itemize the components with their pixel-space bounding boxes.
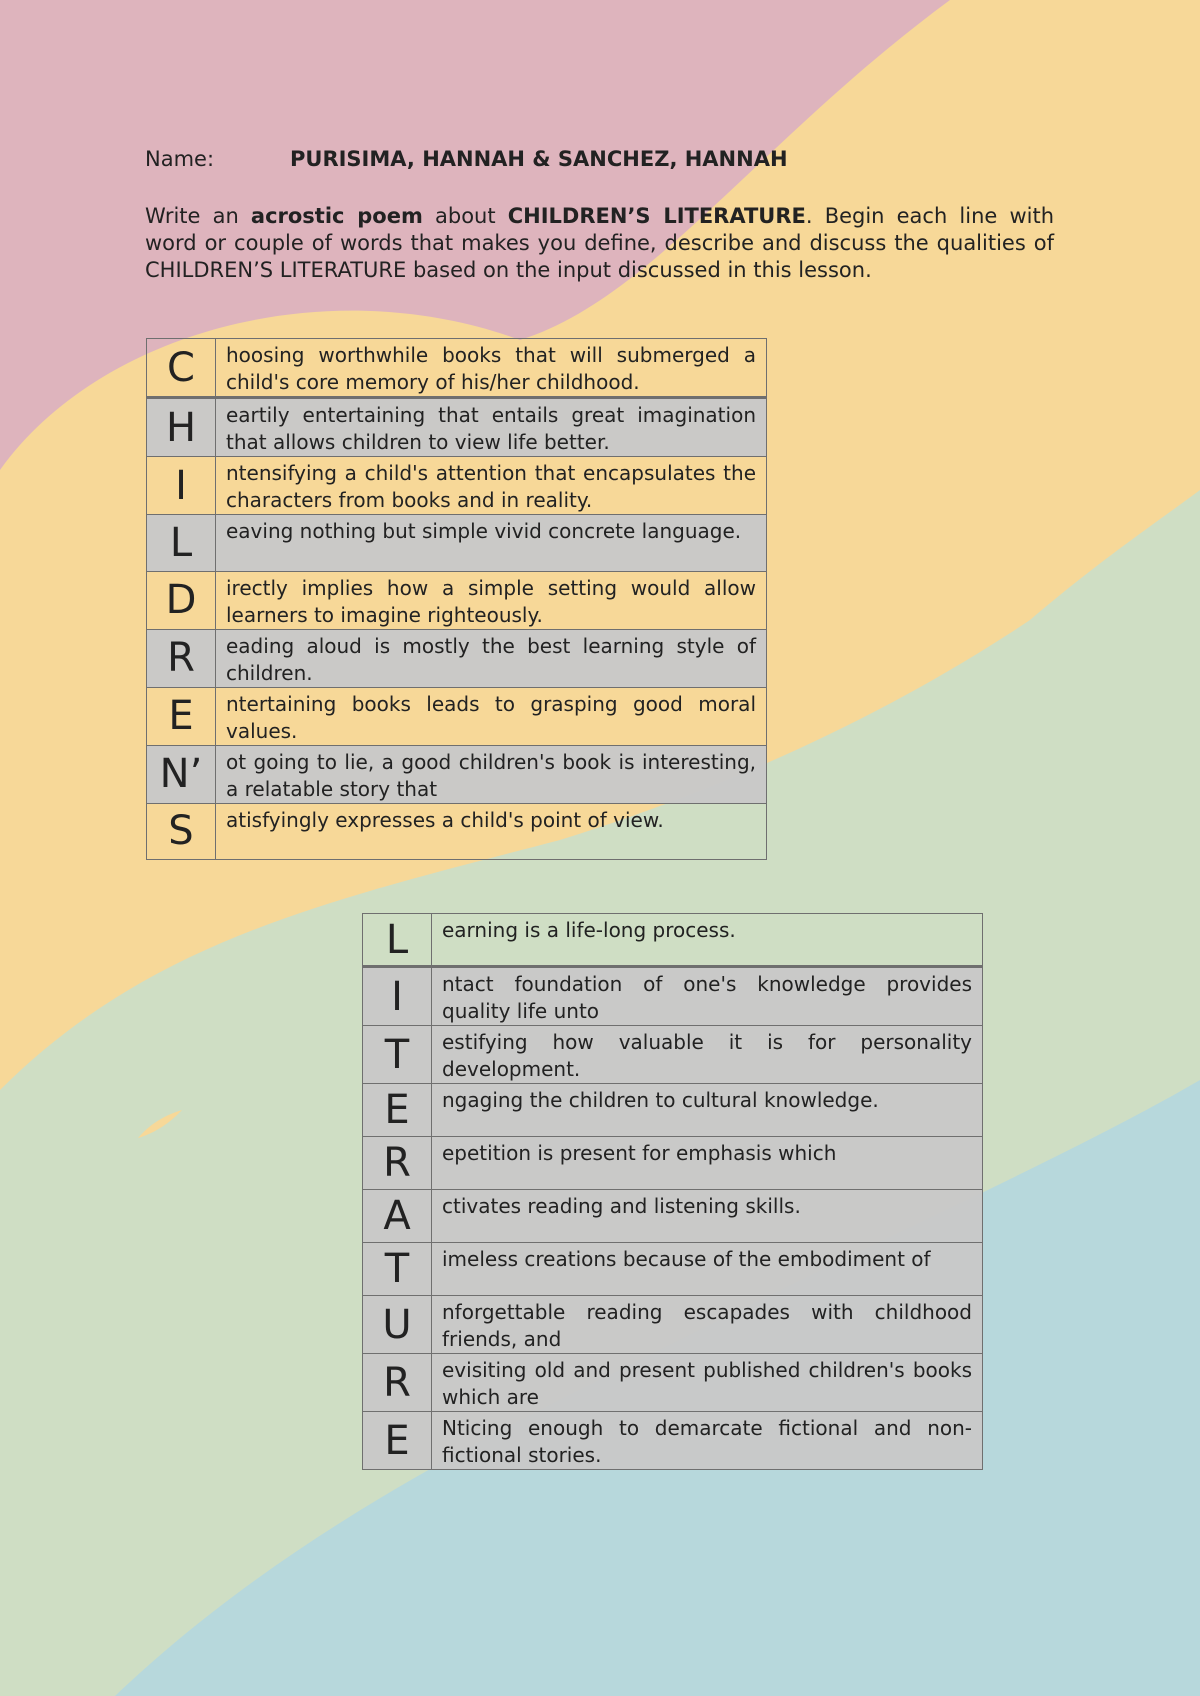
acrostic-letter: S [147, 803, 216, 860]
acrostic-row [147, 339, 767, 398]
acrostic-line: ngaging the children to cultural knowledge. [432, 1084, 983, 1137]
acrostic-row [363, 914, 983, 967]
acrostic-row [363, 967, 983, 1026]
acrostic-line: hoosing worthwhile books that will submerged a child's core memory of his/her childhood. [216, 339, 767, 398]
acrostic-letter: I [147, 457, 216, 515]
acrostic-letter: U [363, 1296, 432, 1354]
instructions-text: Write an [145, 204, 251, 228]
acrostic-row [147, 629, 767, 687]
acrostic-letter: R [147, 629, 216, 687]
acrostic-letter: E [363, 1084, 432, 1137]
acrostic-letter: D [147, 571, 216, 629]
acrostic-line: irectly implies how a simple setting would allow learners to imagine righteously. [216, 571, 767, 629]
instructions-paragraph [145, 203, 1054, 284]
acrostic-row [147, 803, 767, 860]
instructions-text: about [422, 204, 508, 228]
acrostic-letter: T [363, 1243, 432, 1296]
acrostic-letter: E [147, 687, 216, 745]
acrostic-line: eaving nothing but simple vivid concrete language. [216, 515, 767, 572]
acrostic-row [363, 1243, 983, 1296]
acrostic-row [147, 398, 767, 457]
acrostic-row [363, 1026, 983, 1084]
acrostic-letter: A [363, 1190, 432, 1243]
acrostic-letter: L [147, 515, 216, 572]
acrostic-row [363, 1084, 983, 1137]
acrostic-row [147, 457, 767, 515]
acrostic-letter: L [363, 914, 432, 967]
acrostic-letter: C [147, 339, 216, 398]
name-line [145, 146, 788, 172]
acrostic-line: ntensifying a child's attention that encapsulates the characters from books and in reality. [216, 457, 767, 515]
acrostic-row [147, 571, 767, 629]
acrostic-letter: T [363, 1026, 432, 1084]
acrostic-line: epetition is present for emphasis which [432, 1137, 983, 1190]
acrostic-table-childrens [146, 338, 767, 860]
acrostic-letter: I [363, 967, 432, 1026]
acrostic-row [363, 1412, 983, 1470]
acrostic-letter: E [363, 1412, 432, 1470]
acrostic-row [363, 1137, 983, 1190]
acrostic-line: ntact foundation of one's knowledge provides quality life unto [432, 967, 983, 1026]
acrostic-line: Nticing enough to demarcate fictional and non-fictional stories. [432, 1412, 983, 1470]
acrostic-line: ctivates reading and listening skills. [432, 1190, 983, 1243]
name-value: PURISIMA, HANNAH & SANCHEZ, HANNAH [290, 147, 788, 171]
acrostic-line: earning is a life-long process. [432, 914, 983, 967]
instructions-bold-topic: CHILDREN’S LITERATURE [507, 204, 806, 228]
instructions-text: . Begin each line with word or couple of words that makes you define, describe and discuss the qualities of CHILDREN’S LITERATURE based on the input discussed in this lesson. [145, 204, 1054, 282]
acrostic-line: eartily entertaining that entails great imagination that allows children to view life better. [216, 398, 767, 457]
acrostic-line: atisfyingly expresses a child's point of view. [216, 803, 767, 860]
acrostic-row [147, 687, 767, 745]
acrostic-row [363, 1296, 983, 1354]
acrostic-line: ntertaining books leads to grasping good moral values. [216, 687, 767, 745]
acrostic-row [147, 515, 767, 572]
acrostic-line: evisiting old and present published children's books which are [432, 1354, 983, 1412]
acrostic-letter: R [363, 1354, 432, 1412]
acrostic-table-literature [362, 913, 983, 1470]
acrostic-line: nforgettable reading escapades with childhood friends, and [432, 1296, 983, 1354]
acrostic-line: ot going to lie, a good children's book is interesting, a relatable story that [216, 745, 767, 803]
acrostic-row [147, 745, 767, 803]
name-label: Name: [145, 147, 215, 171]
acrostic-row [363, 1354, 983, 1412]
acrostic-letter: N’ [147, 745, 216, 803]
acrostic-line: imeless creations because of the embodiment of [432, 1243, 983, 1296]
acrostic-row [363, 1190, 983, 1243]
acrostic-letter: H [147, 398, 216, 457]
instructions-bold-acrostic: acrostic poem [250, 204, 423, 228]
acrostic-line: eading aloud is mostly the best learning style of children. [216, 629, 767, 687]
acrostic-letter: R [363, 1137, 432, 1190]
acrostic-line: estifying how valuable it is for personality development. [432, 1026, 983, 1084]
